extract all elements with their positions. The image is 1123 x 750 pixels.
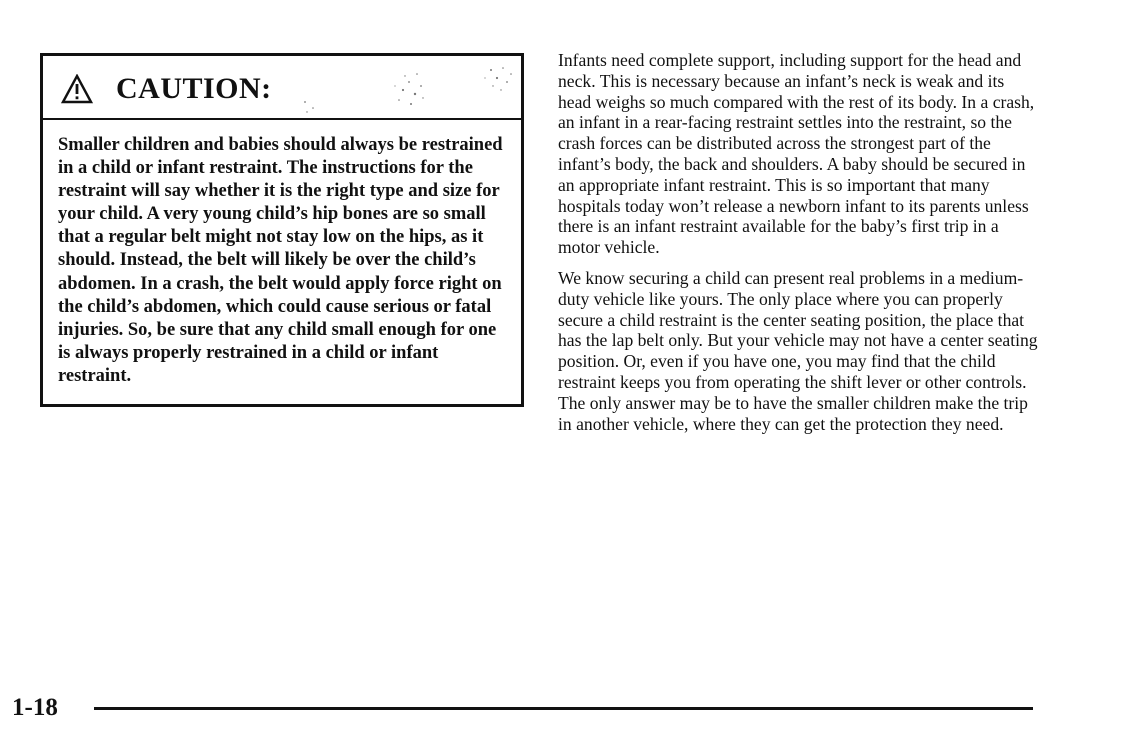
- footer-rule: [94, 707, 1033, 710]
- caution-header: [43, 56, 521, 120]
- caution-title: CAUTION:: [116, 72, 272, 105]
- caution-box: [40, 53, 524, 407]
- body-paragraph: Infants need complete support, including support for the head and neck. This is necessary because an infant’s neck is weak and its head weighs so much compared with the rest of its body. In a crash, an infant in a rear-facing restraint settles into the restraint, so the crash forces can be distributed across the strongest part of the infant’s body, the back and shoulders. A baby should be secured in an appropriate infant restraint. This is so important that many hospitals today won’t release a newborn infant to its parents unless there is an infant restraint available for the baby’s first trip in a motor vehicle.: [558, 50, 1035, 258]
- caution-text: Smaller children and babies should always be restrained in a child or infant restraint. The instructions for the restraint will say whether it is the right type and size for your child. A very young child’s hip bones are so small that a regular belt might not stay low on the hips, as it should. Instead, the belt will likely be over the child’s abdomen. In a crash, the belt would apply force right on the child’s abdomen, which could cause serious or fatal injuries. So, be sure that any child small enough for one is always properly restrained in a child or infant restraint.: [58, 135, 503, 386]
- scan-speckle-decoration: [293, 60, 518, 116]
- page-number: 1-18: [12, 694, 58, 721]
- body-paragraph: We know securing a child can present real problems in a medium-duty vehicle like yours. The only place where you can properly secure a child restraint is the center seating position, the place that has the lap belt only. But your vehicle may not have a center seating position. Or, even if you have one, you may find that the child restraint keeps you from operating the shift lever or other controls. The only answer may be to have the smaller children make the trip in another vehicle, where they can get the protection they need.: [558, 267, 1038, 434]
- body-text-column: [558, 50, 1038, 444]
- warning-triangle-icon: [61, 74, 93, 104]
